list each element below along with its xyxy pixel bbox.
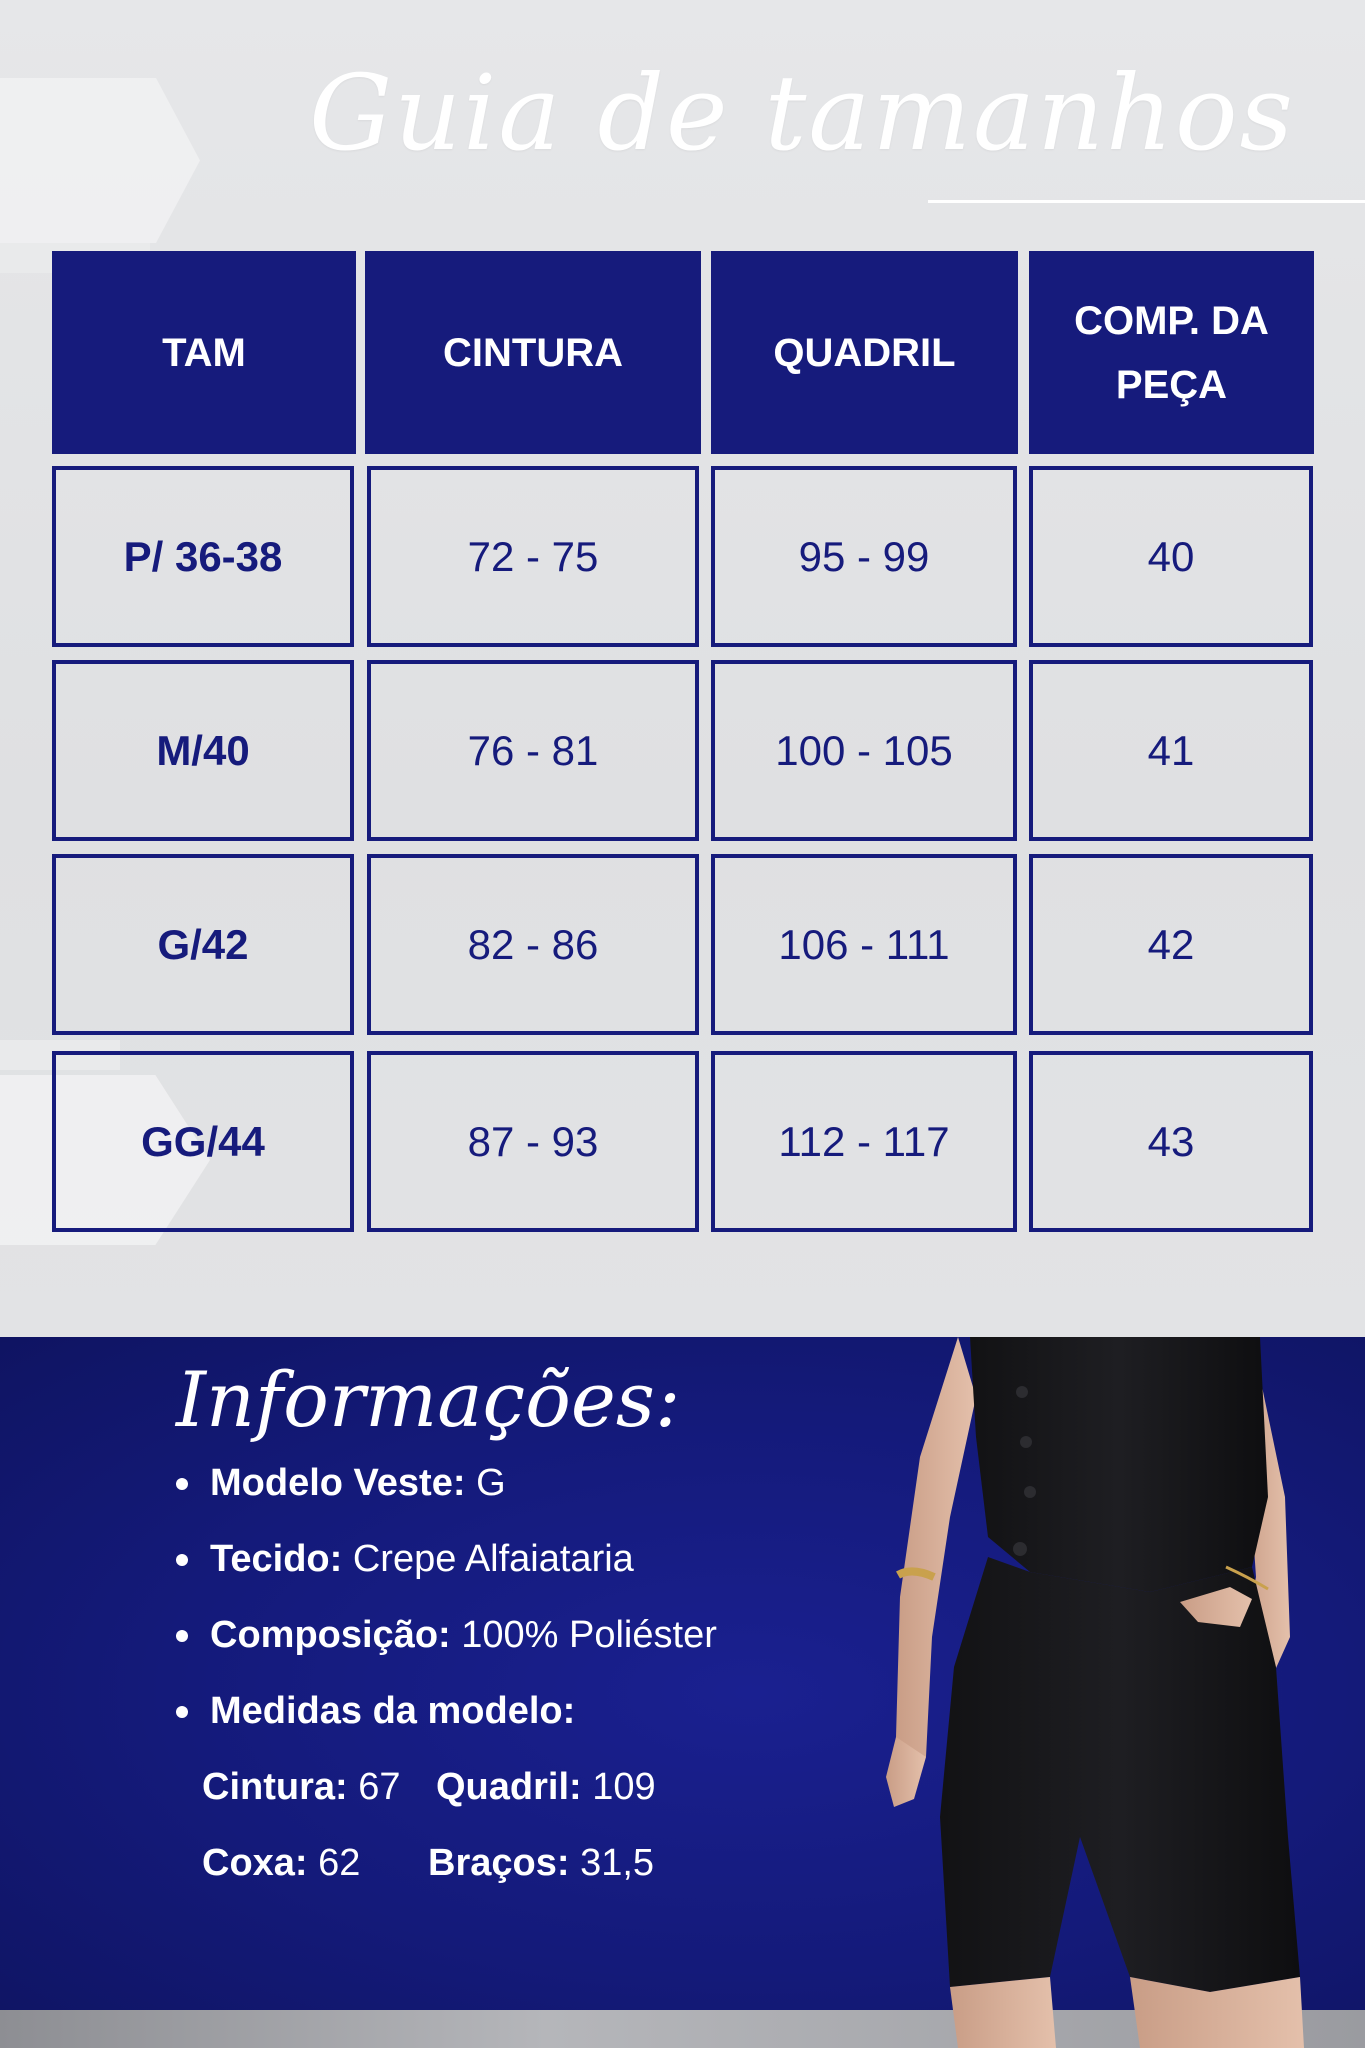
table-cell-quadril: 100 - 105	[711, 660, 1017, 841]
table-cell-quadril: 95 - 99	[711, 466, 1017, 647]
table-cell-size: GG/44	[52, 1051, 354, 1232]
table-cell-size: G/42	[52, 854, 354, 1035]
list-item: Modelo Veste: G	[176, 1458, 717, 1534]
list-item: Medidas da modelo:	[176, 1686, 717, 1762]
info-title: Informações:	[176, 1355, 681, 1444]
table-cell-comp: 41	[1029, 660, 1313, 841]
table-cell-cintura: 76 - 81	[367, 660, 699, 841]
table-cell-comp: 43	[1029, 1051, 1313, 1232]
measure-cintura: Cintura: 67	[202, 1766, 401, 1808]
table-cell-comp: 40	[1029, 466, 1313, 647]
page-title: Guia de tamanhos	[309, 52, 1295, 174]
table-cell-quadril: 106 - 111	[711, 854, 1017, 1035]
table-cell-cintura: 82 - 86	[367, 854, 699, 1035]
column-header-tam: TAM	[52, 251, 356, 454]
column-header-cintura: CINTURA	[365, 251, 701, 454]
table-cell-comp: 42	[1029, 854, 1313, 1035]
measure-quadril: Quadril: 109	[436, 1766, 656, 1808]
table-cell-size: P/ 36-38	[52, 466, 354, 647]
model-photo	[880, 1337, 1365, 2048]
title-underline	[928, 200, 1365, 203]
measure-coxa: Coxa: 62	[202, 1842, 361, 1884]
table-cell-cintura: 87 - 93	[367, 1051, 699, 1232]
decorative-arrow-shape	[0, 78, 200, 243]
table-cell-size: M/40	[52, 660, 354, 841]
measure-bracos: Braços: 31,5	[428, 1842, 655, 1884]
table-cell-cintura: 72 - 75	[367, 466, 699, 647]
table-cell-quadril: 112 - 117	[711, 1051, 1017, 1232]
column-header-comp-da-peca: COMP. DA PEÇA	[1029, 251, 1314, 454]
list-item: Composição: 100% Poliéster	[176, 1610, 717, 1686]
column-header-quadril: QUADRIL	[711, 251, 1018, 454]
info-list	[176, 1458, 717, 1762]
list-item: Tecido: Crepe Alfaiataria	[176, 1534, 717, 1610]
